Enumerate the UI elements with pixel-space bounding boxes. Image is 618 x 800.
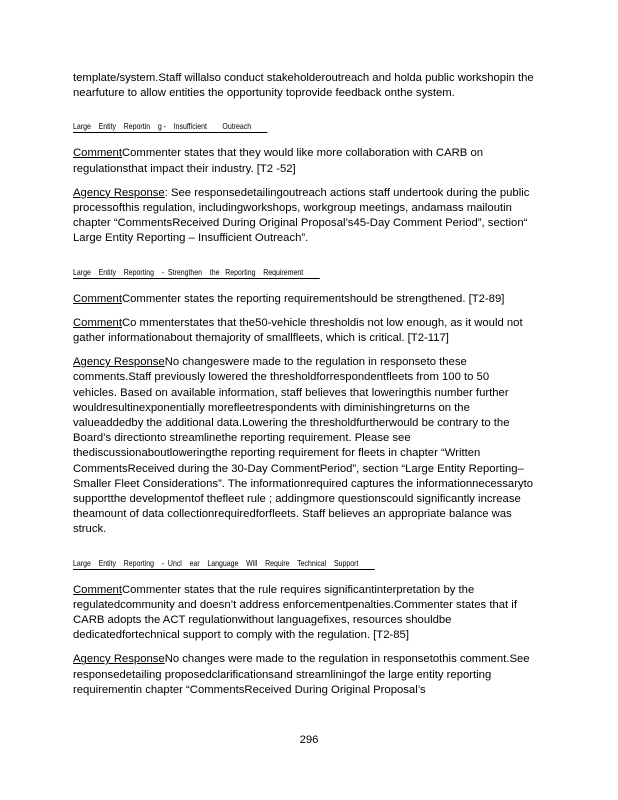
comment-paragraph <box>73 316 535 346</box>
comment-text: Commenter states that the rule requires significantinterpretation by the regulatedcommunity and doesn’t address enforcementpenalties.Commenter states that if CARB adopts the ACT regulationwithout languagefixes, resources shouldbe dedicatedfortechnical support to comply with the regulation. [T2-85] <box>73 583 517 642</box>
page-number: 296 <box>299 734 319 746</box>
agency-response-label: Agency Response <box>73 186 165 199</box>
comment-paragraph <box>73 292 535 307</box>
agency-response-text: : See responsedetailingoutreach actions staff undertook during the public processofthis regulation, includingworkshops, workgroup meetings, andamass mailoutin chapter “CommentsReceived During Original Proposal’s45-Day Comment Period”, section“ Large Entity Reporting – Insufficient Outreach”. <box>73 186 530 245</box>
section-strengthen-reporting <box>73 256 535 538</box>
section-heading: Large Entity Reporting - Strengthen the Reporting Requirement <box>73 267 320 279</box>
section-heading: Large Entity Reportin g - Insufficient Outreach <box>73 121 267 133</box>
agency-response-label: Agency Response <box>73 356 165 369</box>
section-unclear-language <box>73 547 535 698</box>
comment-label: Comment <box>73 292 122 305</box>
agency-response-paragraph <box>73 186 535 247</box>
agency-response-text: No changeswere made to the regulation in responseto these comments.Staff previously lowered the thresholdforrespondentfleets from 100 to 50 vehicles. Based on available information, staff believes that loweringthis number further wouldresultinexponentially morefleetrespondents with diminishingreturns on the valueaddedby the additional data.Lowering the thresholdfurtherwould be contrary to the Board’s directionto streamlinethe reporting requirement. Please see thediscussionaboutloweringthe reporting requirement for fleets in chapter “Written CommentsReceived during the 30-Day CommentPeriod”, section “Large Entity Reporting– Smaller Fleet Considerations”. The informationrequired captures the informationnecessaryto supportthe developmentof thefleet rule ; addingmore questionscould significantly increase theamount of data collectionrequiredforfleets. Staff believes an appropriate balance was struck. <box>73 356 534 536</box>
comment-label: Comment <box>73 147 122 160</box>
document-body <box>73 71 535 698</box>
agency-response-text: No changes were made to the regulation in responsetothis comment.See responsedetailing proposedclarificationsand streamliningof the large entity reporting requirementin chapter “CommentsReceived During Original Proposal’s <box>73 653 530 696</box>
comment-paragraph <box>73 583 535 644</box>
agency-response-label: Agency Response <box>73 653 165 666</box>
comment-label: Comment <box>73 316 122 329</box>
comment-text: Co mmenterstates that the50-vehicle thresholdis not low enough, as it would not gather informationabout themajority of smallfleets, which is critical. [T2-117] <box>73 316 523 345</box>
agency-response-paragraph <box>73 652 535 698</box>
comment-text: Commenter states the reporting requirementshould be strengthened. [T2-89] <box>121 292 505 305</box>
comment-paragraph <box>73 146 535 176</box>
comment-text: Commenter states that they would like more collaboration with CARB on regulationsthat impact their industry. [T2 -52] <box>73 147 484 175</box>
section-heading: Large Entity Reporting - Uncl ear Language Will Require Technical Support <box>73 558 375 570</box>
intro-paragraph: template/system.Staff willalso conduct stakeholderoutreach and holda public workshopin the nearfuture to allow entities the opportunity toprovide feedback onthe system. <box>73 72 534 100</box>
agency-response-paragraph <box>73 355 535 537</box>
comment-label: Comment <box>73 583 122 596</box>
section-insufficient-outreach <box>73 110 535 246</box>
